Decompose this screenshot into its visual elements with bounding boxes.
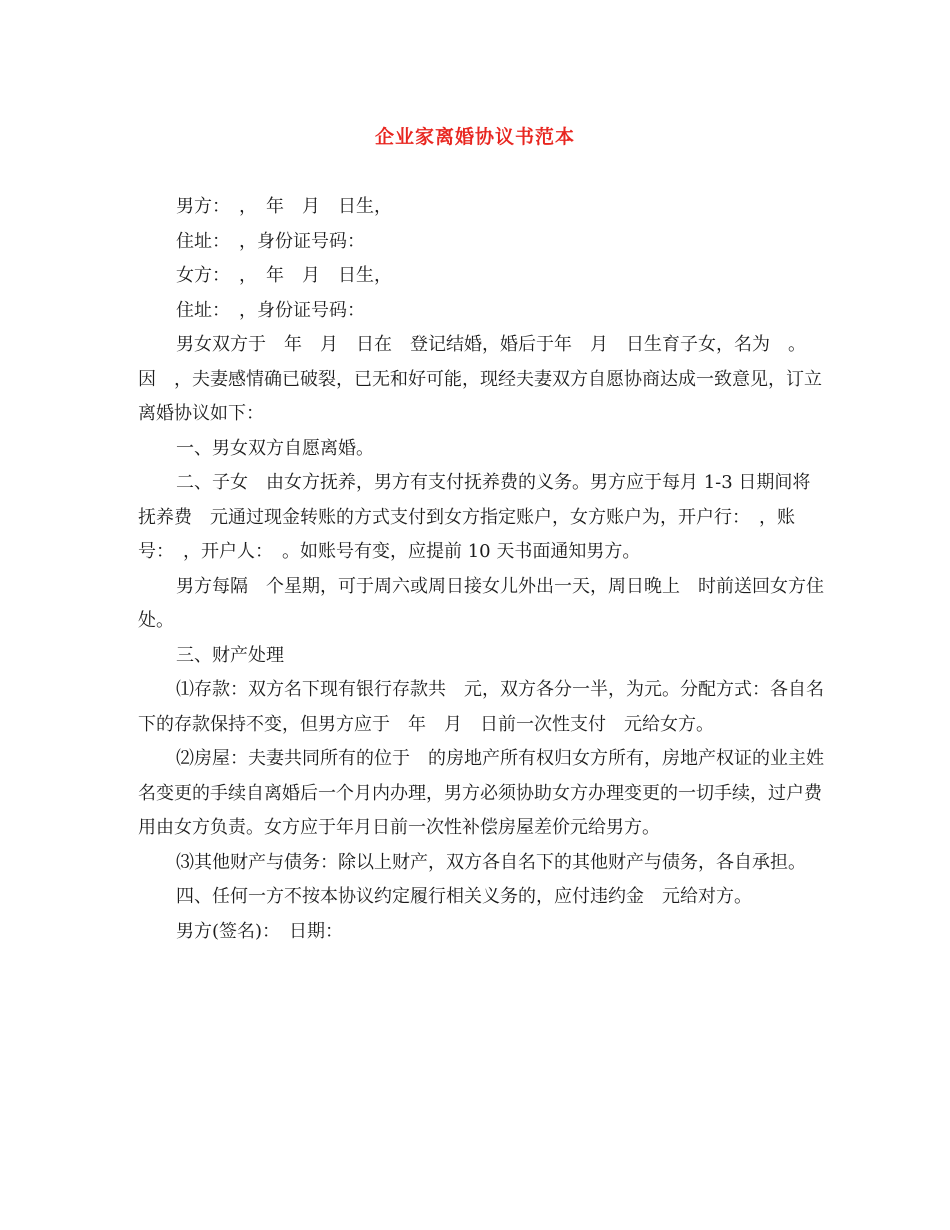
paragraph-female-party: 女方： ， 年 月 日生， xyxy=(176,265,392,286)
paragraph-clause-4: 四、任何一方不按本协议约定履行相关义务的，应付违约金 元给对方。 xyxy=(176,886,752,907)
document-title: 企业家离婚协议书范本 xyxy=(374,126,575,148)
paragraph-housing: ⑵房屋：夫妻共同所有的位于 的房地产所有权归女方所有，房地产权证的业主姓名变更的手续自离婚后一个月内办理，男方必须协助女方办理变更的一切手续，过户费用由女方负责。女方应于年月日前一次性补偿房屋差价元给男方。 xyxy=(138,748,824,838)
paragraph-signature: 男方(签名)： 日期： xyxy=(176,920,344,942)
paragraph-clause-2: 二、子女 由女方抚养，男方有支付抚养费的义务。男方应于每月 1-3 日期间将抚养费 元通过现金转账的方式支付到女方指定账户，女方账户为，开户行： ，账号： ，开户人： 。如账号有变，应提前 10 天书面通知男方。 xyxy=(138,472,811,562)
paragraph-marriage-info: 男女双方于 年 月 日在 登记结婚，婚后于年 月 日生育子女，名为 。因 ，夫妻感情确已破裂，已无和好可能，现经夫妻双方自愿协商达成一致意见，订立离婚协议如下： xyxy=(138,334,822,424)
paragraph-deposits: ⑴存款：双方名下现有银行存款共 元，双方各分一半，为元。分配方式：各自名下的存款保持不变，但男方应于 年 月 日前一次性支付 元给女方。 xyxy=(138,679,824,735)
paragraph-female-address: 住址： ，身份证号码： xyxy=(176,299,365,321)
document-body xyxy=(138,190,824,949)
paragraph-visitation: 男方每隔 个星期，可于周六或周日接女儿外出一天，周日晚上 时前送回女方住处。 xyxy=(138,575,824,631)
paragraph-male-address: 住址： ，身份证号码： xyxy=(176,230,365,252)
paragraph-other-property: ⑶其他财产与债务：除以上财产，双方各自名下的其他财产与债务，各自承担。 xyxy=(176,851,806,873)
paragraph-clause-1: 一、男女双方自愿离婚。 xyxy=(176,437,374,459)
paragraph-male-party: 男方： ， 年 月 日生， xyxy=(176,196,392,217)
paragraph-clause-3: 三、财产处理 xyxy=(176,644,284,666)
